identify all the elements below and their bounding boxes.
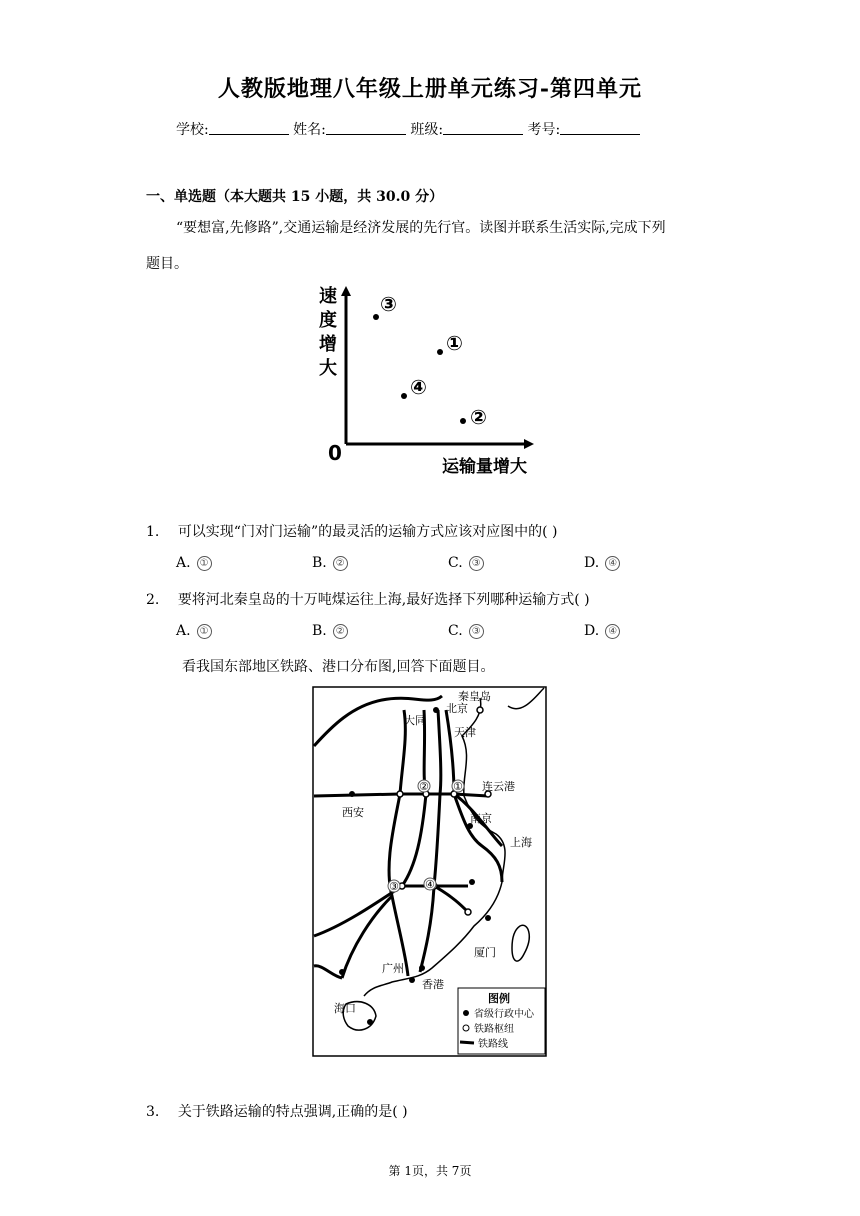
origin-label: 0 [328,441,342,465]
city-xiamen: 厦门 [474,946,496,959]
y-axis-char-2: 度 [319,310,337,331]
name-blank [326,122,406,135]
class-blank [443,122,523,135]
y-axis-char-1: 速 [319,286,337,307]
point-3-label: ③ [380,292,397,316]
intro-line-1: “要想富,先修路”,交通运输是经济发展的先行官。读图并联系生活实际,完成下列 [176,220,666,236]
legend-title: 图例 [488,992,510,1005]
intro-line-2: 题目。 [146,256,188,272]
city-shanghai: 上海 [510,836,532,849]
q1-option-d[interactable] [584,555,620,571]
q1-option-b-mark: ② [333,556,348,571]
q2-option-d[interactable] [584,623,620,639]
q1-option-a-mark: ① [197,556,212,571]
q2-option-b-mark: ② [333,624,348,639]
question-2 [146,589,590,609]
transport-mode-figure [310,282,550,480]
point-2-dot [460,418,466,424]
q1-option-a-letter: A. [176,555,191,571]
question-2-text: 要将河北秦皇岛的十万吨煤运往上海,最好选择下列哪种运输方式( ) [177,592,590,608]
city-tianjin: 天津 [454,726,476,739]
q1-option-d-letter: D. [584,555,600,571]
q1-option-d-mark: ④ [605,556,620,571]
q2-option-a-letter: A. [176,623,191,639]
class-label: 班级: [410,122,444,138]
exam-label: 考号: [527,122,561,138]
q1-option-c-mark: ③ [469,556,484,571]
point-1-dot [437,349,443,355]
question-3-number: 3. [146,1104,160,1120]
student-info-line [176,119,640,139]
name-label: 姓名: [293,122,326,138]
q2-option-a-mark: ① [197,624,212,639]
school-label: 学校: [176,122,209,138]
q2-option-c-letter: C. [448,623,463,639]
q1-option-c[interactable] [448,555,484,571]
document-title: 人教版地理八年级上册单元练习-第四单元 [217,76,643,102]
q2-option-b-letter: B. [312,623,327,639]
city-lianyungang: 连云港 [482,780,515,793]
q2-option-b[interactable] [312,623,348,639]
hub-mark-2: ② [419,780,429,793]
map-legend [458,988,545,1054]
hub-mark-3: ③ [389,880,399,893]
point-4-dot [401,393,407,399]
question-1-text: 可以实现“门对门运输”的最灵活的运输方式应该对应图中的( ) [177,524,558,540]
exam-blank [560,122,640,135]
city-xianggang: 香港 [422,978,444,991]
city-datong: 大同 [404,714,426,727]
city-nanjing: 南京 [470,812,492,825]
legend-hub: 铁路枢纽 [474,1024,514,1035]
q2-option-a[interactable] [176,623,212,639]
legend-capital: 省级行政中心 [474,1009,534,1020]
q1-option-a[interactable] [176,555,212,571]
question-1-number: 1. [146,524,160,540]
school-blank [209,122,289,135]
question-3 [146,1101,408,1121]
hub-mark-4: ④ [425,878,435,891]
q1-option-c-letter: C. [448,555,463,571]
city-xian: 西安 [342,806,364,819]
section-heading: 一、单选题（本大题共 15 小题，共 30.0 分） [146,189,444,205]
y-axis-char-4: 大 [319,358,337,379]
point-1-label: ① [446,331,463,355]
city-qinhuangdao: 秦皇岛 [458,690,491,703]
q2-option-c[interactable] [448,623,484,639]
hub-mark-1: ① [453,780,463,793]
map-intro: 看我国东部地区铁路、港口分布图,回答下面题目。 [182,659,495,675]
legend-railway: 铁路线 [478,1039,508,1050]
y-axis-char-3: 增 [319,334,337,355]
point-3-dot [373,314,379,320]
question-2-number: 2. [146,592,160,608]
q2-option-d-mark: ④ [605,624,620,639]
question-3-text: 关于铁路运输的特点强调,正确的是( ) [177,1104,408,1120]
q2-option-c-mark: ③ [469,624,484,639]
point-2-label: ② [470,405,487,429]
railway-port-map [312,686,548,1058]
page-footer: 第 1页，共 7页 [388,1164,472,1178]
q1-option-b-letter: B. [312,555,327,571]
city-haikou: 海口 [334,1002,356,1015]
q1-option-b[interactable] [312,555,348,571]
city-beijing: 北京 [446,702,468,715]
city-guangzhou: 广州 [382,962,404,975]
question-1 [146,521,558,541]
point-4-label: ④ [410,375,427,399]
q2-option-d-letter: D. [584,623,600,639]
x-axis-label: 运输量增大 [442,457,527,477]
